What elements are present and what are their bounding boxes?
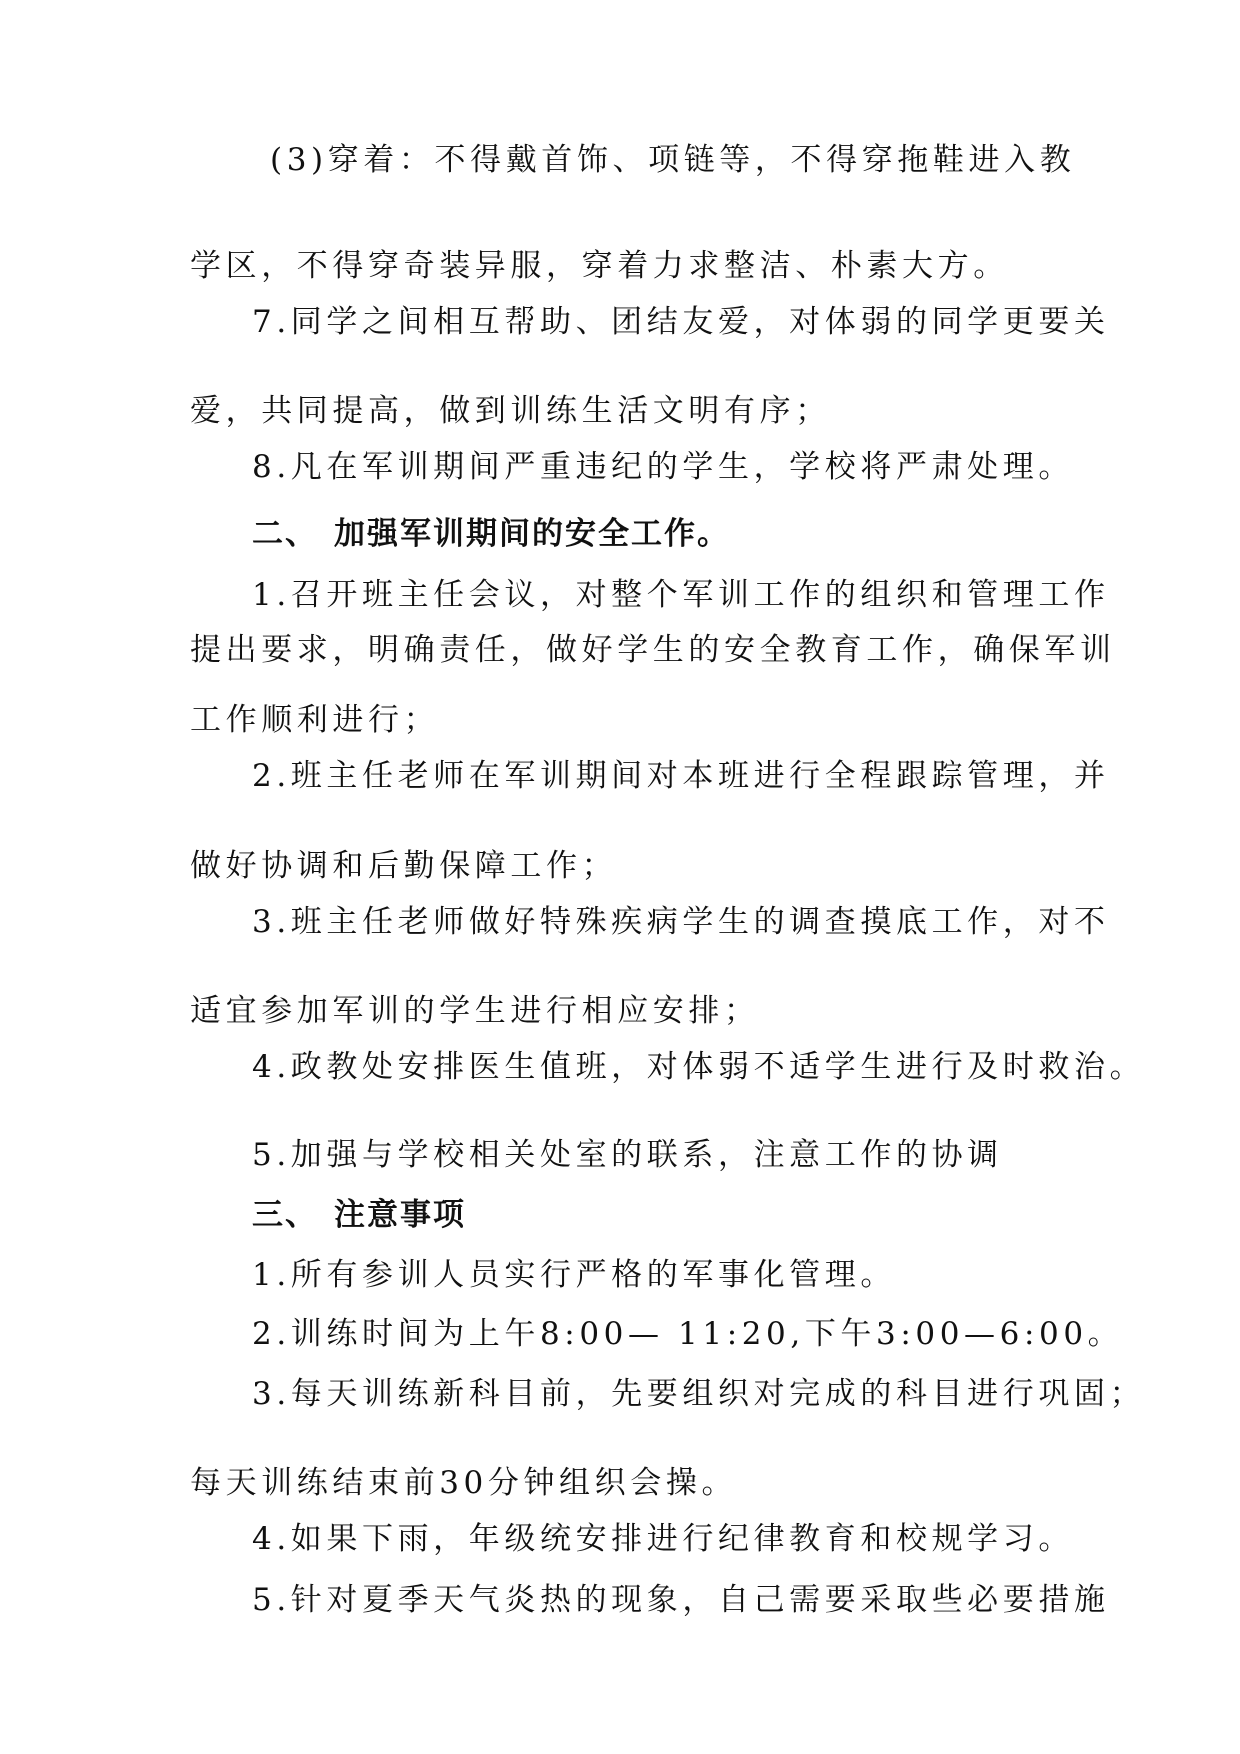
paragraph-line: 3.每天训练新科目前，先要组织对完成的科目进行巩固；	[252, 1376, 1146, 1412]
paragraph-line: 每天训练结束前30分钟组织会操。	[190, 1465, 738, 1501]
section-heading	[252, 1195, 466, 1235]
section-heading-text: 加强军训期间的安全工作。	[334, 516, 730, 552]
section-heading-text: 注意事项	[334, 1197, 466, 1233]
paragraph-line: 做好协调和后勤保障工作；	[190, 848, 618, 884]
paragraph-line: 1.召开班主任会议，对整个军训工作的组织和管理工作	[252, 577, 1110, 613]
paragraph-line: 1.所有参训人员实行严格的军事化管理。	[252, 1257, 896, 1293]
paragraph-line: 7.同学之间相互帮助、团结友爱，对体弱的同学更要关	[252, 304, 1110, 340]
paragraph-line: 4.政教处安排医生值班，对体弱不适学生进行及时救治。	[252, 1049, 1146, 1085]
paragraph-line: 适宜参加军训的学生进行相应安排；	[190, 993, 760, 1029]
paragraph-line: 2.训练时间为上午8:00— 11:20,下午3:00—6:00。	[252, 1316, 1124, 1352]
paragraph-line: 2.班主任老师在军训期间对本班进行全程跟踪管理，并	[252, 758, 1110, 794]
paragraph-line: 工作顺利进行；	[190, 702, 440, 738]
paragraph-line: 5.针对夏季天气炎热的现象，自己需要采取些必要措施	[252, 1582, 1110, 1618]
paragraph-line: 8.凡在军训期间严重违纪的学生，学校将严肃处理。	[252, 449, 1074, 485]
section-heading-number: 三、	[252, 1197, 318, 1233]
paragraph-line: (3)穿着：不得戴首饰、项链等，不得穿拖鞋进入教	[270, 142, 1076, 178]
section-heading	[252, 514, 730, 554]
paragraph-line: 学区，不得穿奇装异服，穿着力求整洁、朴素大方。	[190, 248, 1009, 284]
paragraph-line: 4.如果下雨，年级统安排进行纪律教育和校规学习。	[252, 1521, 1074, 1557]
paragraph-line: 3.班主任老师做好特殊疾病学生的调查摸底工作，对不	[252, 904, 1110, 940]
section-heading-number: 二、	[252, 516, 318, 552]
paragraph-line: 爱，共同提高，做到训练生活文明有序；	[190, 393, 831, 429]
paragraph-line: 5.加强与学校相关处室的联系，注意工作的协调	[252, 1137, 1003, 1173]
paragraph-line: 提出要求，明确责任，做好学生的安全教育工作，确保军训	[190, 632, 1116, 668]
